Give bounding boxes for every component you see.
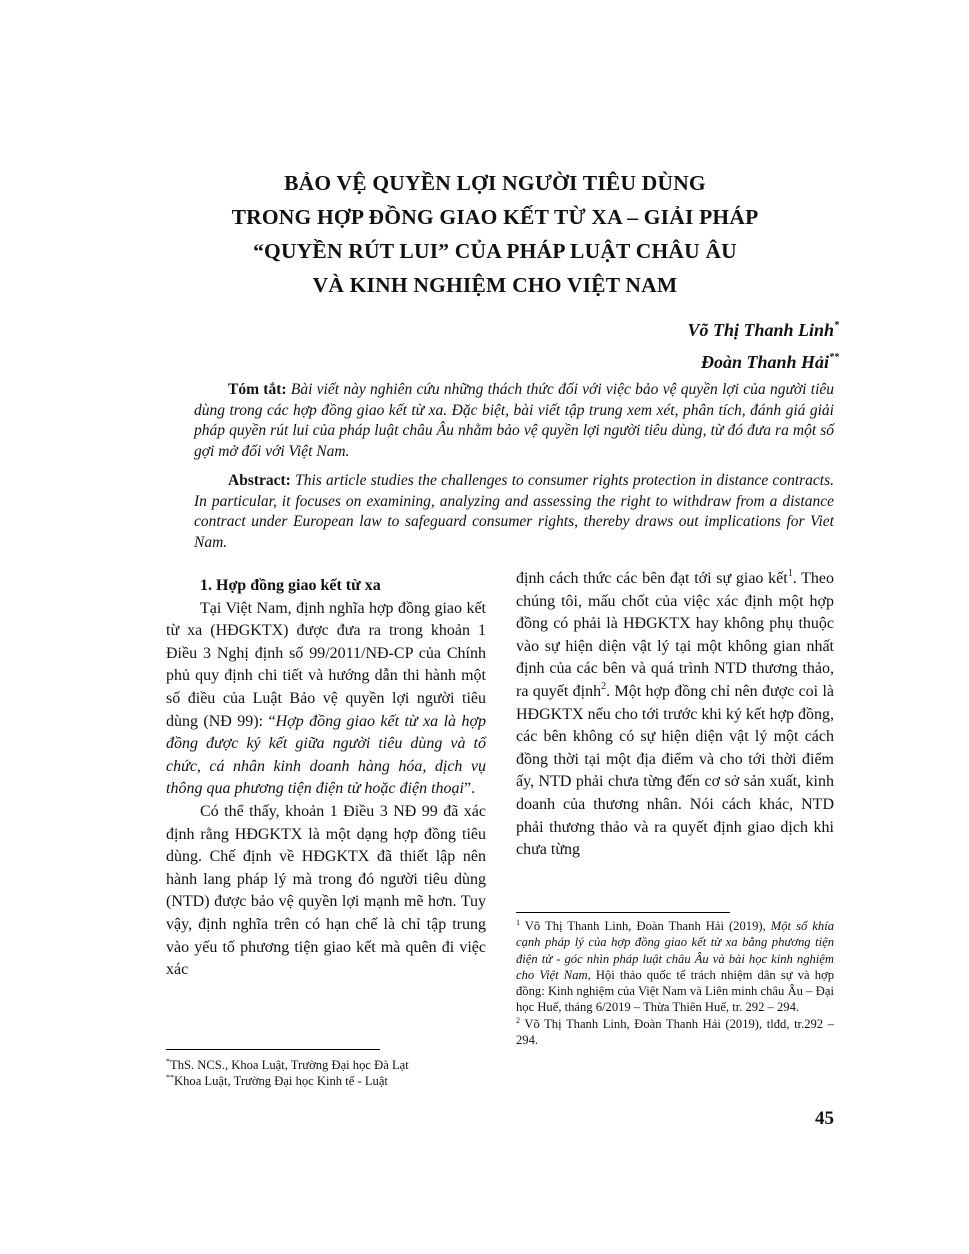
abstract-vi-text: Bài viết này nghiên cứu những thách thức đối với việc bảo vệ quyền lợi của người tiêu dùng trong các hợp đồng giao kết từ xa. Đặc biệt, bài viết tập trung xem xét, phân tích, đánh giá giải pháp quyền rút lui của pháp luật châu Âu nhằm bảo vệ quyền lợi người tiêu dùng, từ đó đưa ra một số gợi mở đối với Việt Nam.	[194, 381, 835, 460]
footnote-2-mark: 2	[516, 1015, 520, 1025]
footnote-1-lead: Võ Thị Thanh Linh, Đoàn Thanh Hải (2019),	[520, 919, 771, 933]
paragraph-1-lead: Tại Việt Nam, định nghĩa hợp đồng giao kết từ xa (HĐGKTX) được đưa ra trong khoản 1 Điều 3 Nghị định số 99/2011/NĐ-CP của Chính phủ quy định chi tiết và hướng dẫn thi hành một số điều của Luật Bảo vệ quyền lợi người tiêu dùng (NĐ 99): “	[166, 599, 486, 730]
footnote-divider-right	[516, 912, 730, 913]
body-column-left	[166, 575, 486, 982]
affiliation-2-mark: **	[166, 1073, 174, 1083]
paragraph-2-cont-3: . Một hợp đồng chỉ nên được coi là HĐGKTX nếu cho tới trước khi ký kết hợp đồng, các bên không có sự hiện diện vật lý một cách đồng thời tại một địa điểm và cho tới thời điểm ấy, NTD phải chưa từng đến cơ sở sản xuất, kinh doanh của thương nhân. Nói cách khác, NTD phải thương thảo và ra quyết định giao dịch khi chưa từng	[516, 682, 835, 859]
paragraph-2-cont-1: định cách thức các bên đạt tới sự giao kết	[516, 570, 788, 587]
paragraph-2-cont-2: . Theo chúng tôi, mấu chốt của việc xác định một hợp đồng có phải là HĐGKTX hay không phụ thuộc vào sự hiện diện vật lý tại một không gian nhất định của các bên và quá trình NTD thương thảo, ra quyết định	[516, 570, 835, 700]
author-1	[687, 312, 839, 344]
author-1-mark: *	[834, 320, 839, 331]
footnotes-left	[166, 1057, 486, 1090]
author-affiliation-2	[166, 1073, 486, 1089]
footnote-1-title: Một số khía cạnh pháp lý của hợp đồng giao kết từ xa bằng phương tiện điện tử - góc nhìn pháp luật châu Âu và bài học kinh nghiệm cho Việt Nam	[516, 919, 834, 982]
body-column-right	[516, 568, 834, 862]
paragraph-2-continued	[516, 568, 834, 862]
author-affiliation-1	[166, 1057, 486, 1073]
title-line-4: VÀ KINH NGHIỆM CHO VIỆT NAM	[312, 273, 678, 297]
footnote-1-tail: , Hội thảo quốc tế trách nhiệm dân sự và hợp đồng: Kinh nghiệm của Việt Nam và Liên minh châu Âu – Đại học Huế, tháng 6/2019 – Thừa Thiên Huế, tr. 292 – 294.	[516, 967, 834, 1015]
author-2-mark: **	[829, 352, 839, 363]
footnote-ref-1[interactable]: 1	[787, 568, 793, 579]
paragraph-1-quote: Hợp đồng giao kết từ xa là hợp đồng được ký kết giữa người tiêu dùng và tổ chức, cá nhân kinh doanh hàng hóa, dịch vụ thông qua phương tiện điện tử hoặc điện thoại	[166, 712, 487, 798]
affiliation-2-text: Khoa Luật, Trường Đại học Kinh tế - Luật	[174, 1074, 388, 1089]
paragraph-2: Có thể thấy, khoản 1 Điều 3 NĐ 99 đã xác định rằng HĐGKTX là một dạng hợp đồng tiêu dùng. Chế định về HĐGKTX đã thiết lập nên hành lang pháp lý mà trong đó người tiêu dùng (NTD) được bảo vệ quyền lợi mạnh mẽ hơn. Tuy vậy, định nghĩa trên có hạn chế là chỉ tập trung vào yếu tố phương tiện giao kết mà quên đi việc xác	[166, 802, 486, 979]
footnote-2	[516, 1016, 834, 1049]
abstract-en-label: Abstract:	[228, 472, 291, 489]
footnote-1-mark: 1	[516, 918, 520, 927]
footnote-ref-2[interactable]: 2	[601, 680, 607, 692]
footnotes-right	[516, 918, 834, 1048]
title-line-3: “QUYỀN RÚT LUI” CỦA PHÁP LUẬT CHÂU ÂU	[253, 239, 737, 263]
paragraph-1	[166, 598, 486, 801]
article-title	[150, 166, 840, 302]
paragraph-1-end: ”.	[463, 780, 476, 798]
page-number: 45	[815, 1108, 834, 1129]
author-2-name: Đoàn Thanh Hải	[700, 352, 829, 372]
abstract-english	[194, 471, 834, 553]
affiliation-1-text: ThS. NCS., Khoa Luật, Trường Đại học Đà Lạt	[170, 1058, 409, 1072]
title-line-2: TRONG HỢP ĐỒNG GIAO KẾT TỪ XA – GIẢI PHÁP	[231, 205, 759, 229]
title-line-1: BẢO VỆ QUYỀN LỢI NGƯỜI TIÊU DÙNG	[284, 171, 706, 195]
section-heading: 1. Hợp đồng giao kết từ xa	[200, 577, 381, 594]
footnote-divider-left	[166, 1049, 380, 1050]
abstract-vi-label: Tóm tắt:	[228, 381, 287, 398]
abstract-en-text: This article studies the challenges to consumer rights protection in distance contracts. In particular, it focuses on examining, analyzing and assessing the right to withdraw from a distance contract under European law to safeguard consumer rights, thereby draws out implications for Viet Nam.	[194, 472, 834, 551]
author-1-name: Võ Thị Thanh Linh	[687, 320, 834, 340]
author-2	[687, 344, 839, 376]
footnote-1	[516, 918, 834, 1016]
author-list	[687, 312, 839, 376]
footnote-2-text: Võ Thị Thanh Linh, Đoàn Thanh Hải (2019), tlđd, tr.292 – 294.	[516, 1016, 834, 1048]
affiliation-1-mark: *	[166, 1057, 170, 1066]
abstract-vietnamese	[194, 380, 834, 462]
